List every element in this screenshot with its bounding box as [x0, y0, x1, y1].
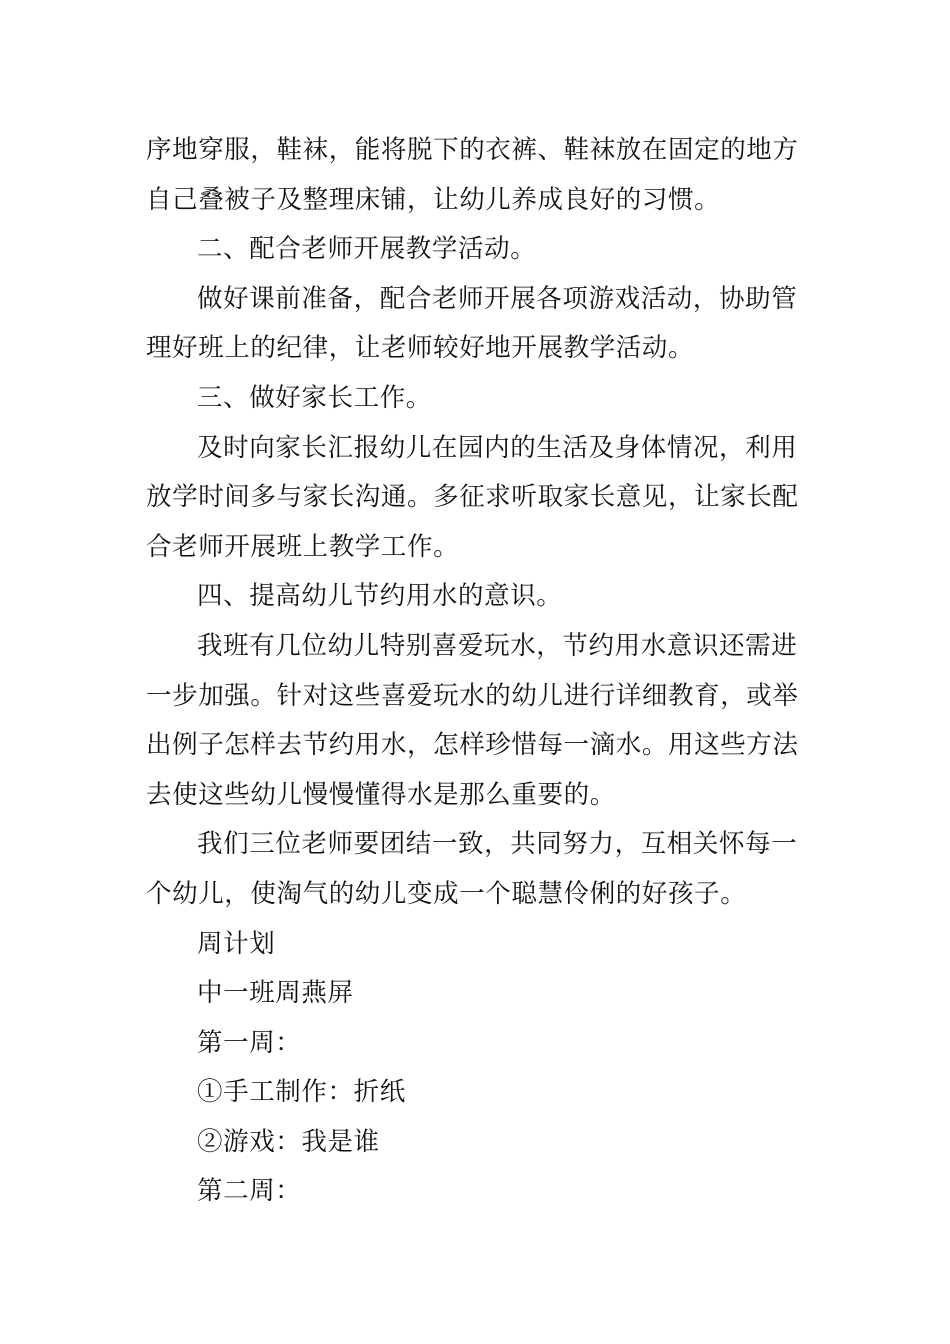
text-line: 中一班周燕屏	[197, 978, 354, 1009]
text-line: 周计划	[197, 928, 276, 959]
section-heading-water	[146, 572, 806, 622]
text-line: 去使这些幼儿慢慢懂得水是那么重要的。	[146, 779, 616, 810]
text-line: 一步加强。针对这些喜爱玩水的幼儿进行详细教育，或举	[146, 680, 799, 711]
text-line: 第一周：	[197, 1027, 302, 1058]
paragraph-dressing-habits	[146, 126, 806, 225]
section-heading-teaching	[146, 225, 806, 275]
text-line: 合老师开展班上教学工作。	[146, 531, 460, 562]
section-heading-parents	[146, 374, 806, 424]
week-one-heading	[146, 1019, 806, 1069]
weekly-plan-title	[146, 920, 806, 970]
text-line: 二、配合老师开展教学活动。	[197, 234, 537, 265]
text-line: 自己叠被子及整理床铺，让幼儿养成良好的习惯。	[146, 184, 721, 215]
text-line: 出例子怎样去节约用水，怎样珍惜每一滴水。用这些方法	[146, 730, 799, 761]
paragraph-teamwork	[146, 820, 806, 919]
text-line: ①手工制作：折纸	[197, 1077, 406, 1108]
document-body	[146, 126, 806, 1217]
week-two-heading	[146, 1167, 806, 1217]
text-line: 及时向家长汇报幼儿在园内的生活及身体情况，利用	[197, 432, 798, 463]
text-line: 第二周：	[197, 1176, 302, 1207]
week-one-item-1	[146, 1068, 806, 1118]
text-line: 放学时间多与家长沟通。多征求听取家长意见，让家长配	[146, 482, 799, 513]
text-line: 序地穿服，鞋袜，能将脱下的衣裤、鞋袜放在固定的地方	[146, 135, 799, 165]
text-line: 做好课前准备，配合老师开展各项游戏活动，协助管	[197, 283, 798, 314]
week-one-item-2	[146, 1118, 806, 1168]
text-line: 我班有几位幼儿特别喜爱玩水，节约用水意识还需进	[197, 630, 798, 661]
text-line: 个幼儿，使淘气的幼儿变成一个聪慧伶俐的好孩子。	[146, 878, 747, 909]
paragraph-water	[146, 622, 806, 820]
text-line: 我们三位老师要团结一致，共同努力，互相关怀每一	[197, 829, 798, 860]
text-line: 理好班上的纪律，让老师较好地开展教学活动。	[146, 333, 695, 364]
paragraph-parents	[146, 424, 806, 573]
class-teacher-name	[146, 969, 806, 1019]
text-line: 四、提高幼儿节约用水的意识。	[197, 581, 563, 612]
text-line: 三、做好家长工作。	[197, 382, 432, 413]
paragraph-teaching	[146, 275, 806, 374]
text-line: ②游戏：我是谁	[197, 1126, 380, 1157]
